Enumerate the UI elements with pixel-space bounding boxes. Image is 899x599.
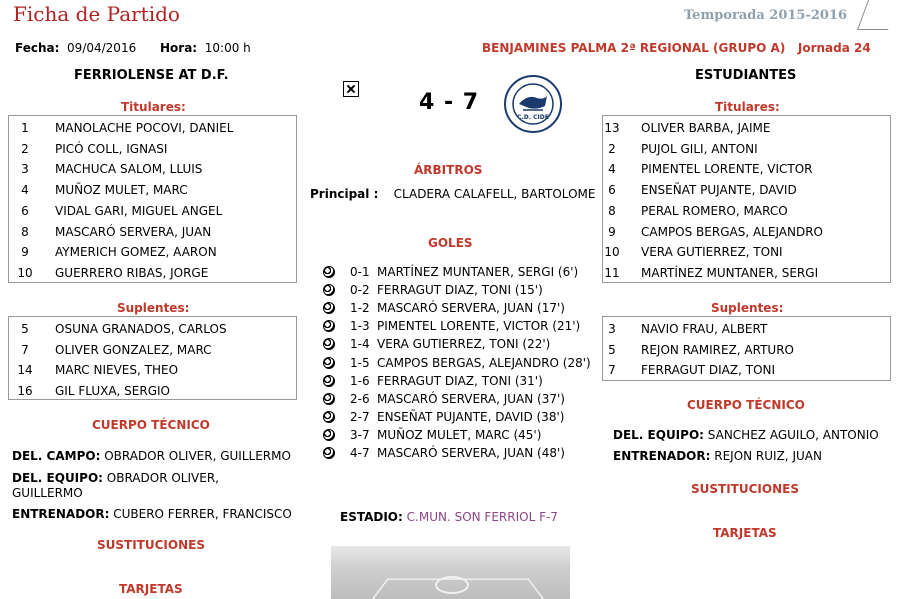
player-row	[603, 360, 890, 380]
away-sustituciones-label: SUSTITUCIONES	[691, 482, 799, 496]
player-name: ENSEÑAT PUJANTE, DAVID	[641, 183, 797, 198]
soccer-ball-icon	[323, 266, 335, 278]
soccer-ball-icon	[323, 429, 335, 441]
competition	[482, 41, 871, 55]
soccer-ball-icon	[323, 393, 335, 405]
player-row	[9, 340, 296, 360]
home-team-name: FERRIOLENSE AT D.F.	[74, 68, 229, 83]
player-row	[9, 242, 296, 262]
jornada: Jornada 24	[797, 41, 871, 55]
player-name: MANOLACHE POCOVI, DANIEL	[55, 121, 234, 135]
soccer-ball-icon	[323, 411, 335, 423]
player-row	[9, 180, 296, 200]
soccer-ball-icon	[323, 447, 335, 459]
player-row	[603, 159, 890, 179]
goal-scorer: FERRAGUT DIAZ, TONI (15')	[377, 283, 543, 298]
player-number: 3	[608, 322, 616, 336]
player-number: 1	[21, 121, 29, 135]
goal-scorer: MASCARÓ SERVERA, JUAN (17')	[377, 301, 565, 316]
away-titulares-label: Titulares:	[715, 100, 780, 114]
staff-role: ENTRENADOR:	[12, 507, 110, 521]
hora-value: 10:00 h	[204, 41, 251, 55]
referee-principal	[310, 187, 595, 201]
soccer-ball-icon	[323, 284, 335, 296]
goal-scorer: MARTÍNEZ MUNTANER, SERGI (6')	[377, 265, 579, 279]
home-titulares-label: Titulares:	[121, 100, 186, 114]
player-name: MACHUCA SALOM, LLUIS	[55, 162, 203, 177]
player-name: GIL FLUXA, SERGIO	[55, 384, 170, 399]
player-number: 5	[21, 322, 29, 336]
home-crest-missing-icon	[343, 81, 359, 97]
home-sustituciones-label: SUSTITUCIONES	[97, 538, 205, 552]
player-number: 7	[21, 342, 29, 357]
player-number: 6	[21, 203, 29, 218]
staff-name: REJON RUIZ, JUAN	[714, 449, 822, 463]
player-row	[9, 222, 296, 242]
goal-partial-score: 1-2	[350, 301, 370, 316]
player-number: 5	[608, 342, 616, 357]
away-tarjetas-label: TARJETAS	[713, 526, 777, 540]
goal-scorer: MASCARÓ SERVERA, JUAN (37')	[377, 391, 565, 406]
away-crest-icon	[503, 74, 563, 134]
player-row	[603, 340, 890, 360]
player-number: 2	[21, 141, 29, 156]
player-row	[9, 360, 296, 380]
staff-role: DEL. CAMPO:	[12, 449, 101, 463]
goal-partial-score: 4-7	[350, 446, 370, 460]
player-row	[9, 319, 296, 339]
away-team-name: ESTUDIANTES	[695, 68, 797, 83]
match-date	[15, 41, 136, 55]
estadio-label: ESTADIO:	[340, 510, 403, 524]
goal-partial-score: 1-3	[350, 319, 370, 334]
soccer-ball-icon	[323, 357, 335, 369]
player-name: MARTÍNEZ MUNTANER, SERGI	[641, 265, 819, 280]
goal-partial-score: 1-4	[350, 337, 370, 352]
staff-role: DEL. EQUIPO:	[12, 471, 103, 485]
goal-partial-score: 1-6	[350, 373, 370, 388]
goal-partial-score: 2-7	[350, 409, 370, 424]
player-number: 4	[21, 183, 29, 198]
arbitros-label: ÁRBITROS	[414, 163, 483, 177]
crest-text: C.D. CIDE	[517, 114, 549, 121]
player-name: PERAL ROMERO, MARCO	[641, 203, 788, 218]
player-number: 10	[17, 265, 33, 280]
player-number: 3	[21, 162, 29, 177]
player-row	[603, 139, 890, 159]
home-cuerpo-label: CUERPO TÉCNICO	[92, 418, 210, 432]
player-name: VERA GUTIERREZ, TONI	[641, 245, 783, 260]
goal-partial-score: 0-2	[350, 283, 370, 298]
player-name: NAVIO FRAU, ALBERT	[641, 322, 768, 336]
stadium	[340, 510, 558, 524]
away-staff-del-equipo	[613, 428, 879, 442]
player-name: MARC NIEVES, THEO	[55, 363, 179, 378]
player-name: FERRAGUT DIAZ, TONI	[641, 363, 776, 378]
player-name: OLIVER GONZALEZ, MARC	[55, 342, 212, 357]
goal-partial-score: 1-5	[350, 355, 370, 370]
player-row	[9, 139, 296, 159]
player-row	[603, 201, 890, 221]
player-number: 7	[608, 363, 616, 378]
away-titulares-list	[602, 115, 891, 283]
player-name: OLIVER BARBA, JAIME	[641, 121, 771, 135]
player-row	[9, 118, 296, 138]
player-row	[603, 319, 890, 339]
staff-name: OBRADOR OLIVER, GUILLERMO	[104, 449, 291, 463]
away-suplentes-list	[602, 316, 891, 381]
corner-decoration	[857, 0, 899, 30]
player-row	[9, 263, 296, 283]
staff-name: CUBERO FERRER, FRANCISCO	[113, 507, 292, 521]
player-number: 4	[608, 162, 616, 177]
player-name: PIMENTEL LORENTE, VICTOR	[641, 162, 813, 177]
season-label: Temporada 2015-2016	[684, 8, 848, 23]
goal-scorer: CAMPOS BERGAS, ALEJANDRO (28')	[377, 355, 591, 370]
player-number: 11	[604, 265, 620, 280]
principal-label: Principal :	[310, 187, 379, 201]
player-number: 6	[608, 183, 616, 198]
staff-name: OBRADOR OLIVER, GUILLERMO	[12, 471, 219, 500]
hora-label: Hora:	[160, 41, 198, 55]
soccer-ball-icon	[323, 302, 335, 314]
stadium-photo	[331, 546, 570, 599]
player-number: 2	[608, 141, 616, 156]
away-staff-entrenador	[613, 449, 822, 463]
home-tarjetas-label: TARJETAS	[119, 582, 183, 596]
soccer-ball-icon	[323, 338, 335, 350]
player-name: REJON RAMIREZ, ARTURO	[641, 342, 794, 357]
player-name: CAMPOS BERGAS, ALEJANDRO	[641, 224, 823, 239]
player-number: 9	[608, 224, 616, 239]
staff-role: ENTRENADOR:	[613, 449, 711, 463]
player-name: MUÑOZ MULET, MARC	[55, 183, 188, 198]
goal-partial-score: 3-7	[350, 427, 370, 442]
fecha-label: Fecha:	[15, 41, 60, 55]
home-staff-entrenador	[12, 507, 292, 521]
goal-scorer: MUÑOZ MULET, MARC (45')	[377, 427, 542, 442]
player-row	[603, 118, 890, 138]
player-number: 14	[17, 363, 33, 378]
goal-scorer: MASCARÓ SERVERA, JUAN (48')	[377, 446, 565, 460]
player-name: OSUNA GRANADOS, CARLOS	[55, 322, 227, 336]
page-title: Ficha de Partido	[13, 2, 180, 26]
player-row	[9, 381, 296, 401]
away-cuerpo-label: CUERPO TÉCNICO	[687, 398, 805, 412]
soccer-ball-icon	[323, 320, 335, 332]
away-suplentes-label: Suplentes:	[711, 301, 784, 315]
staff-name: SANCHEZ AGUILO, ANTONIO	[707, 428, 879, 442]
home-titulares-list	[8, 115, 297, 283]
player-name: PUJOL GILI, ANTONI	[641, 141, 758, 156]
player-name: AYMERICH GOMEZ, AARON	[55, 245, 217, 260]
goal-partial-score: 0-1	[350, 265, 370, 279]
staff-role: DEL. EQUIPO:	[613, 428, 704, 442]
home-suplentes-label: Suplentes:	[117, 301, 190, 315]
stadium-link[interactable]: C.MUN. SON FERRIOL F-7	[406, 510, 558, 524]
home-staff-del-campo	[12, 449, 291, 463]
soccer-ball-icon	[323, 375, 335, 387]
player-number: 10	[604, 245, 620, 260]
home-suplentes-list	[8, 316, 297, 400]
player-name: MASCARÓ SERVERA, JUAN	[55, 224, 212, 239]
goles-label: GOLES	[428, 236, 473, 250]
player-name: GUERRERO RIBAS, JORGE	[55, 265, 209, 280]
player-row	[603, 222, 890, 242]
player-row	[603, 180, 890, 200]
player-row	[603, 263, 890, 283]
player-number: 13	[604, 121, 620, 135]
player-row	[603, 242, 890, 262]
player-row	[9, 159, 296, 179]
player-number: 9	[21, 245, 29, 260]
player-number: 8	[21, 224, 29, 239]
player-number: 8	[608, 203, 616, 218]
player-name: PICÓ COLL, IGNASI	[55, 141, 168, 156]
player-name: VIDAL GARI, MIGUEL ANGEL	[55, 203, 223, 218]
player-row	[9, 201, 296, 221]
final-score: 4 - 7	[419, 90, 480, 115]
match-time	[160, 41, 251, 55]
goal-partial-score: 2-6	[350, 391, 370, 406]
fecha-value: 09/04/2016	[67, 41, 137, 55]
competition-name: BENJAMINES PALMA 2ª REGIONAL (GRUPO A)	[482, 41, 786, 55]
principal-name: CLADERA CALAFELL, BARTOLOME	[393, 187, 596, 201]
goal-scorer: VERA GUTIERREZ, TONI (22')	[377, 337, 551, 352]
goal-scorer: ENSEÑAT PUJANTE, DAVID (38')	[377, 409, 565, 424]
home-staff-del-equipo	[12, 471, 252, 501]
goal-scorer: FERRAGUT DIAZ, TONI (31')	[377, 373, 543, 388]
player-number: 16	[17, 384, 33, 399]
goal-scorer: PIMENTEL LORENTE, VICTOR (21')	[377, 319, 581, 334]
